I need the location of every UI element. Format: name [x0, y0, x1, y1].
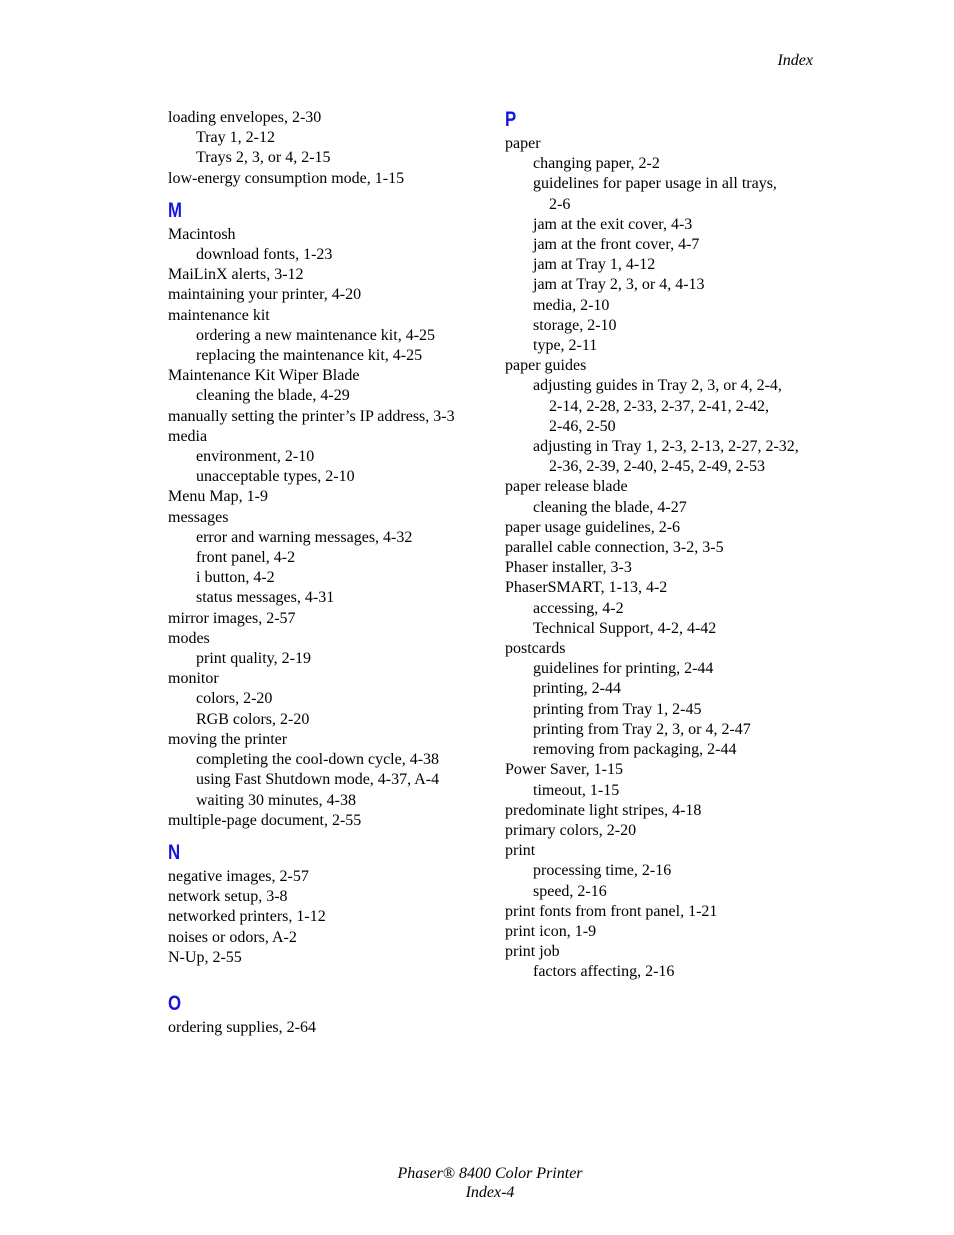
index-entry: moving the printer: [168, 730, 288, 748]
section-letter-o: O: [168, 991, 182, 1015]
index-entry: manually setting the printer’s IP address, 3-3: [168, 407, 455, 425]
index-subentry: colors, 2-20: [196, 690, 273, 708]
index-subentry: timeout, 1-15: [533, 781, 620, 799]
index-subentry: Trays 2, 3, or 4, 2-15: [196, 149, 331, 167]
index-subentry: ordering a new maintenance kit, 4-25: [196, 326, 436, 344]
index-subentry: error and warning messages, 4-32: [196, 528, 413, 546]
index-subentry: environment, 2-10: [196, 448, 315, 466]
index-entry: primary colors, 2-20: [505, 821, 637, 839]
index-entry: Menu Map, 1-9: [168, 488, 268, 506]
index-entry: print job: [505, 943, 560, 961]
index-entry: multiple-page document, 2-55: [168, 811, 362, 829]
index-subentry: processing time, 2-16: [533, 862, 672, 880]
index-subentry: status messages, 4-31: [196, 589, 335, 607]
index-subentry: storage, 2-10: [533, 316, 617, 334]
index-subentry: front panel, 4-2: [196, 549, 296, 567]
index-entry: parallel cable connection, 3-2, 3-5: [505, 539, 724, 557]
section-letter-n: N: [168, 840, 181, 864]
index-subentry: print quality, 2-19: [196, 650, 311, 668]
index-entry: paper usage guidelines, 2-6: [505, 518, 681, 536]
index-entry: print fonts from front panel, 1-21: [505, 902, 718, 920]
index-entry: print: [505, 842, 536, 860]
index-subentry: Tray 1, 2-12: [196, 129, 275, 147]
index-continuation: 2-46, 2-50: [549, 417, 616, 435]
index-entry: Phaser installer, 3-3: [505, 559, 632, 577]
index-subentry: guidelines for paper usage in all trays,: [533, 175, 777, 193]
index-subentry: i button, 4-2: [196, 569, 275, 587]
index-subentry: jam at Tray 1, 4-12: [533, 256, 656, 274]
index-subentry: jam at Tray 2, 3, or 4, 4-13: [533, 276, 705, 294]
index-entry: negative images, 2-57: [168, 867, 309, 885]
index-column-left: [168, 108, 488, 1038]
index-entry: paper release blade: [505, 478, 628, 496]
index-entry: paper guides: [505, 357, 587, 375]
index-subentry: printing from Tray 1, 2-45: [533, 700, 702, 718]
index-subentry: accessing, 4-2: [533, 599, 624, 617]
index-entry: monitor: [168, 670, 219, 688]
index-entry: noises or odors, A-2: [168, 928, 297, 946]
index-entry: N-Up, 2-55: [168, 948, 242, 966]
index-entry: mirror images, 2-57: [168, 609, 296, 627]
index-subentry: printing, 2-44: [533, 680, 621, 698]
page-footer: [0, 1164, 954, 1202]
footer-page-number: Index-4: [465, 1184, 515, 1201]
index-subentry: changing paper, 2-2: [533, 155, 660, 173]
index-subentry: RGB colors, 2-20: [196, 710, 310, 728]
index-entry: MaiLinX alerts, 3-12: [168, 266, 304, 284]
index-continuation: 2-6: [549, 195, 571, 213]
index-entry: networked printers, 1-12: [168, 908, 326, 926]
index-entry: messages: [168, 508, 229, 526]
index-entry: print icon, 1-9: [505, 922, 597, 940]
index-subentry: completing the cool-down cycle, 4-38: [196, 751, 440, 769]
index-subentry: jam at the front cover, 4-7: [533, 236, 700, 254]
index-subentry: cleaning the blade, 4-29: [196, 387, 350, 405]
index-entry: predominate light stripes, 4-18: [505, 801, 702, 819]
index-subentry: replacing the maintenance kit, 4-25: [196, 347, 423, 365]
index-entry: modes: [168, 629, 210, 647]
index-entry: paper: [505, 135, 541, 152]
index-entry: Macintosh: [168, 225, 236, 243]
index-subentry: download fonts, 1-23: [196, 246, 333, 264]
section-letter-p: P: [505, 108, 517, 131]
index-subentry: type, 2-11: [533, 337, 598, 355]
index-entry: maintaining your printer, 4-20: [168, 286, 362, 304]
index-subentry: guidelines for printing, 2-44: [533, 660, 714, 678]
index-subentry: printing from Tray 2, 3, or 4, 2-47: [533, 720, 751, 738]
running-header: Index: [777, 52, 813, 69]
footer-product-name: Phaser® 8400 Color Printer: [397, 1165, 583, 1182]
index-subentry: jam at the exit cover, 4-3: [533, 215, 693, 233]
index-subentry: using Fast Shutdown mode, 4-37, A-4: [196, 771, 440, 789]
index-subentry: Technical Support, 4-2, 4-42: [533, 619, 717, 637]
index-subentry: speed, 2-16: [533, 882, 607, 900]
index-entry: low-energy consumption mode, 1-15: [168, 169, 405, 187]
section-letter-m: M: [168, 198, 182, 222]
index-column-right: [505, 108, 825, 983]
index-entry: ordering supplies, 2-64: [168, 1018, 316, 1036]
index-subentry: removing from packaging, 2-44: [533, 741, 737, 759]
index-entry: postcards: [505, 640, 566, 658]
index-subentry: adjusting guides in Tray 2, 3, or 4, 2-4,: [533, 377, 782, 395]
index-continuation: 2-36, 2-39, 2-40, 2-45, 2-49, 2-53: [549, 458, 765, 476]
index-subentry: factors affecting, 2-16: [533, 963, 675, 981]
index-continuation: 2-14, 2-28, 2-33, 2-37, 2-41, 2-42,: [549, 397, 769, 415]
index-entry: maintenance kit: [168, 306, 270, 324]
index-entry: network setup, 3-8: [168, 888, 288, 906]
index-entry: loading envelopes, 2-30: [168, 109, 322, 126]
index-entry: PhaserSMART, 1-13, 4-2: [505, 579, 668, 597]
index-subentry: adjusting in Tray 1, 2-3, 2-13, 2-27, 2-32,: [533, 438, 799, 456]
index-subentry: unacceptable types, 2-10: [196, 468, 355, 486]
index-subentry: cleaning the blade, 4-27: [533, 498, 687, 516]
index-entry: Maintenance Kit Wiper Blade: [168, 367, 360, 385]
index-entry: Power Saver, 1-15: [505, 761, 623, 779]
index-entry: media: [168, 427, 208, 445]
index-subentry: media, 2-10: [533, 296, 610, 314]
index-subentry: waiting 30 minutes, 4-38: [196, 791, 356, 809]
